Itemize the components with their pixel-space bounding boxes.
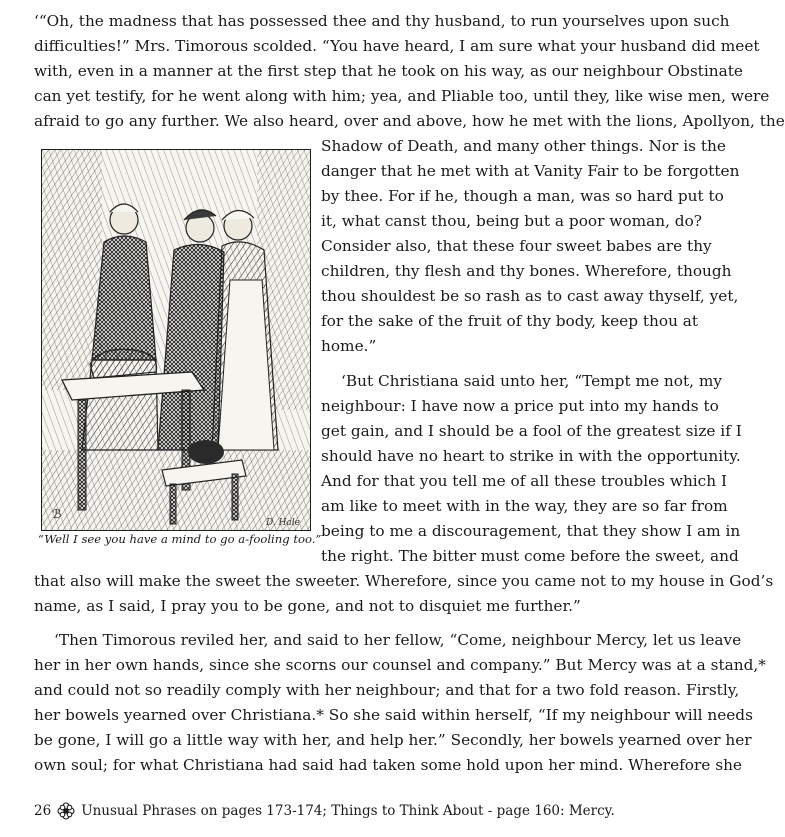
text-line: being to me a discouragement, that they show I am in	[321, 522, 741, 540]
text-line: Consider also, that these four sweet babes are thy	[321, 237, 712, 255]
text-line: for the sake of the fruit of thy body, keep thou at	[321, 312, 699, 330]
text-line: with, even in a manner at the first step that he took on his way, as our neighbour Obstinate	[34, 62, 743, 80]
page-number: 26	[34, 803, 52, 819]
text-line: name, as I said, I pray you to be gone, and not to disquiet me further.”	[34, 597, 581, 615]
text-line: her bowels yearned over Christiana.* So she said within herself, “If my neighbour will needs	[34, 706, 753, 724]
text-line: afraid to go any further. We also heard, over and above, how he met with the lions, Apollyon, the	[34, 112, 785, 130]
text-line: and could not so readily comply with her neighbour; and that for a two fold reason. Firstly,	[34, 681, 740, 699]
text-line: own soul; for what Christiana had said had taken some hold upon her mind. Wherefore she	[34, 756, 742, 774]
flower-ornament-icon	[57, 802, 75, 820]
text-line: her in her own hands, since she scorns our counsel and company.” But Mercy was at a stand,*	[34, 656, 766, 674]
engraving-illustration	[41, 149, 311, 531]
text-line: And for that you tell me of all these troubles which I	[321, 472, 728, 490]
artist-signature: D. Hale	[265, 518, 300, 528]
text-line: be gone, I will go a little way with her, and help her.” Secondly, her bowels yearned over her	[34, 731, 752, 749]
text-line: children, thy flesh and thy bones. Wherefore, though	[321, 262, 732, 280]
text-line: danger that he met with at Vanity Fair to be forgotten	[321, 162, 740, 180]
text-line: home.”	[321, 337, 377, 355]
text-line: neighbour: I have now a price put into my hands to	[321, 397, 719, 415]
engraving-image	[42, 150, 310, 530]
text-line: ‘“Oh, the madness that has possessed thee and thy husband, to run yourselves upon such	[34, 12, 730, 30]
footer-text: Unusual Phrases on pages 173-174; Things to Think About - page 160: Mercy.	[81, 803, 615, 819]
text-line: the right. The bitter must come before the sweet, and	[321, 547, 739, 565]
text-line: should have no heart to strike in with the opportunity.	[321, 447, 741, 465]
text-line: thou shouldest be so rash as to cast away thyself, yet,	[321, 287, 739, 305]
text-line: ‘But Christiana said unto her, “Tempt me not, my	[341, 372, 722, 390]
text-line: by thee. For if he, though a man, was so hard put to	[321, 187, 724, 205]
text-line: am like to meet with in the way, they are so far from	[321, 497, 728, 515]
svg-text:ℬ: ℬ	[52, 507, 62, 521]
page-footer	[34, 801, 615, 821]
text-line: difficulties!” Mrs. Timorous scolded. “You have heard, I am sure what your husband did meet	[34, 37, 760, 55]
text-line: Shadow of Death, and many other things. Nor is the	[321, 137, 726, 155]
text-line: can yet testify, for he went along with him; yea, and Pliable too, until they, like wise men, were	[34, 87, 770, 105]
text-line: get gain, and I should be a fool of the greatest size if I	[321, 422, 742, 440]
text-line: that also will make the sweet the sweeter. Wherefore, since you came not to my house in God’s	[34, 572, 774, 590]
text-line: it, what canst thou, being but a poor woman, do?	[321, 212, 702, 230]
illustration-caption: “Well I see you have a mind to go a-fooling too.”	[38, 532, 322, 546]
text-line: ‘Then Timorous reviled her, and said to her fellow, “Come, neighbour Mercy, let us leave	[54, 631, 742, 649]
